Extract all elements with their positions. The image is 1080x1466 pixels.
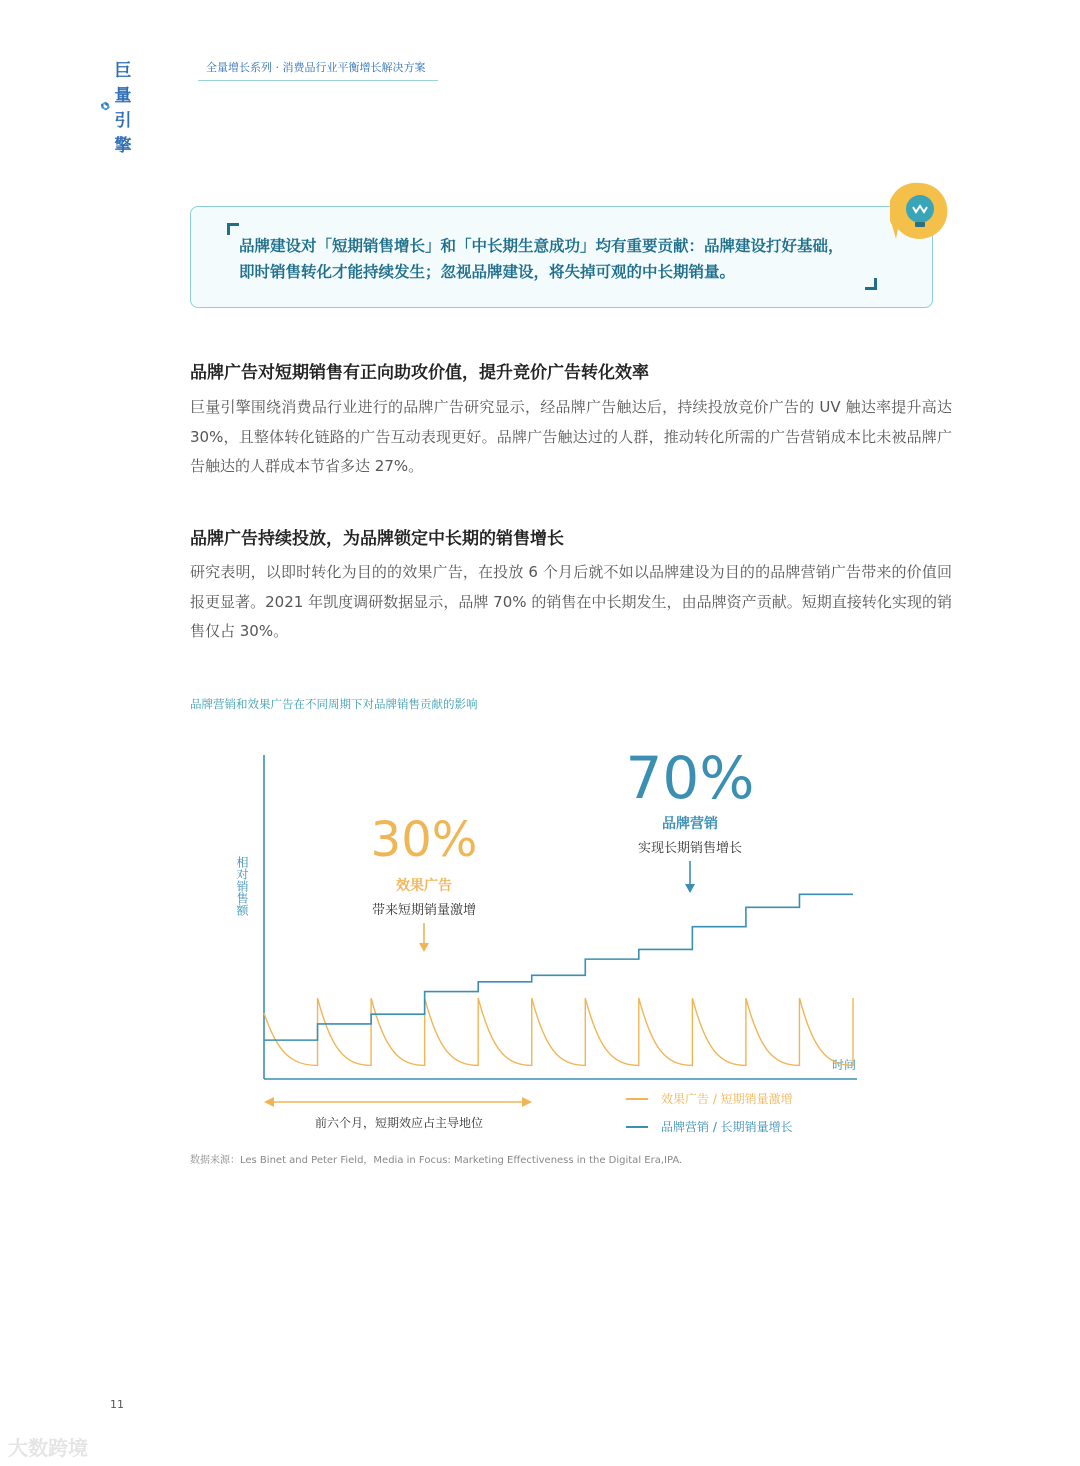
long-term-arrow-icon: [685, 861, 695, 893]
y-axis-label: 相对销售额: [235, 856, 249, 916]
period-double-arrow-icon: [264, 1097, 532, 1107]
short-term-desc: 带来短期销量激增: [371, 903, 477, 918]
sales-contribution-chart: [0, 730, 1080, 1150]
brand-logo: [100, 56, 146, 156]
key-insight-box: [190, 206, 933, 308]
brand-marketing-series: [264, 894, 853, 1040]
long-term-percent: 70%: [625, 744, 755, 812]
short-term-percent: 30%: [370, 812, 478, 868]
legend-label-brand: 品牌营销 / 长期销量增长: [661, 1120, 793, 1134]
key-insight-line-1: 品牌建设对「短期销售增长」和「中长期生意成功」均有重要贡献：品牌建设打好基础，: [239, 237, 844, 255]
legend-label-effect: 效果广告 / 短期销量激增: [661, 1092, 793, 1106]
section-2-heading: 品牌广告持续投放，为品牌锁定中长期的销售增长: [190, 529, 564, 549]
logo-mark-icon: [100, 94, 111, 118]
section-2-body: 研究表明，以即时转化为目的的效果广告，在投放 6 个月后就不如以品牌建设为目的的品牌营销广告带来的价值回报更显著。2021 年凯度调研数据显示，品牌 70% 的销售在中长期发生，由品牌资产贡献。短期直接转化实现的销售仅占 30%。: [190, 563, 952, 640]
brand-marketing-line: [264, 894, 853, 1040]
close-quote-icon: [865, 278, 877, 290]
section-1-body: 巨量引擎围绕消费品行业进行的品牌广告研究显示，经品牌广告触达后，持续投放竞价广告的 UV 触达率提升高达 30%，且整体转化链路的广告互动表现更好。品牌广告触达过的人群，推动转化所需的广告营销成本比未被品牌广告触达的人群成本节省多达 27%。: [190, 398, 952, 475]
open-quote-icon: [227, 223, 239, 235]
page-number: 11: [110, 1398, 124, 1411]
series-title: 全量增长系列 · 消费品行业平衡增长解决方案: [198, 56, 438, 81]
lightbulb-icon: [890, 181, 950, 239]
effect-ads-series: [264, 998, 853, 1065]
chart-title: 品牌营销和效果广告在不同周期下对品牌销售贡献的影响: [190, 697, 478, 711]
watermark: 大数跨境: [8, 1436, 88, 1460]
section-1-heading: 品牌广告对短期销售有正向助攻价值，提升竞价广告转化效率: [190, 363, 649, 383]
x-axis-label: 时间: [832, 1058, 857, 1072]
long-term-label: 品牌营销: [662, 816, 718, 832]
long-term-desc: 实现长期销售增长: [637, 841, 743, 856]
logo-text: 巨量引擎: [114, 61, 133, 156]
short-term-label: 效果广告: [396, 878, 452, 894]
key-insight-line-2: 即时销售转化才能持续发生；忽视品牌建设，将失掉可观的中长期销量。: [239, 263, 736, 281]
effect-ads-line: [264, 998, 853, 1065]
key-insight-text: [239, 233, 879, 285]
data-source: 数据来源：Les Binet and Peter Field，Media in Focus: Marketing Effectiveness in the Digital Era,IPA.: [190, 1155, 683, 1166]
short-term-arrow-icon: [419, 923, 429, 952]
period-note: 前六个月，短期效应占主导地位: [314, 1116, 484, 1130]
